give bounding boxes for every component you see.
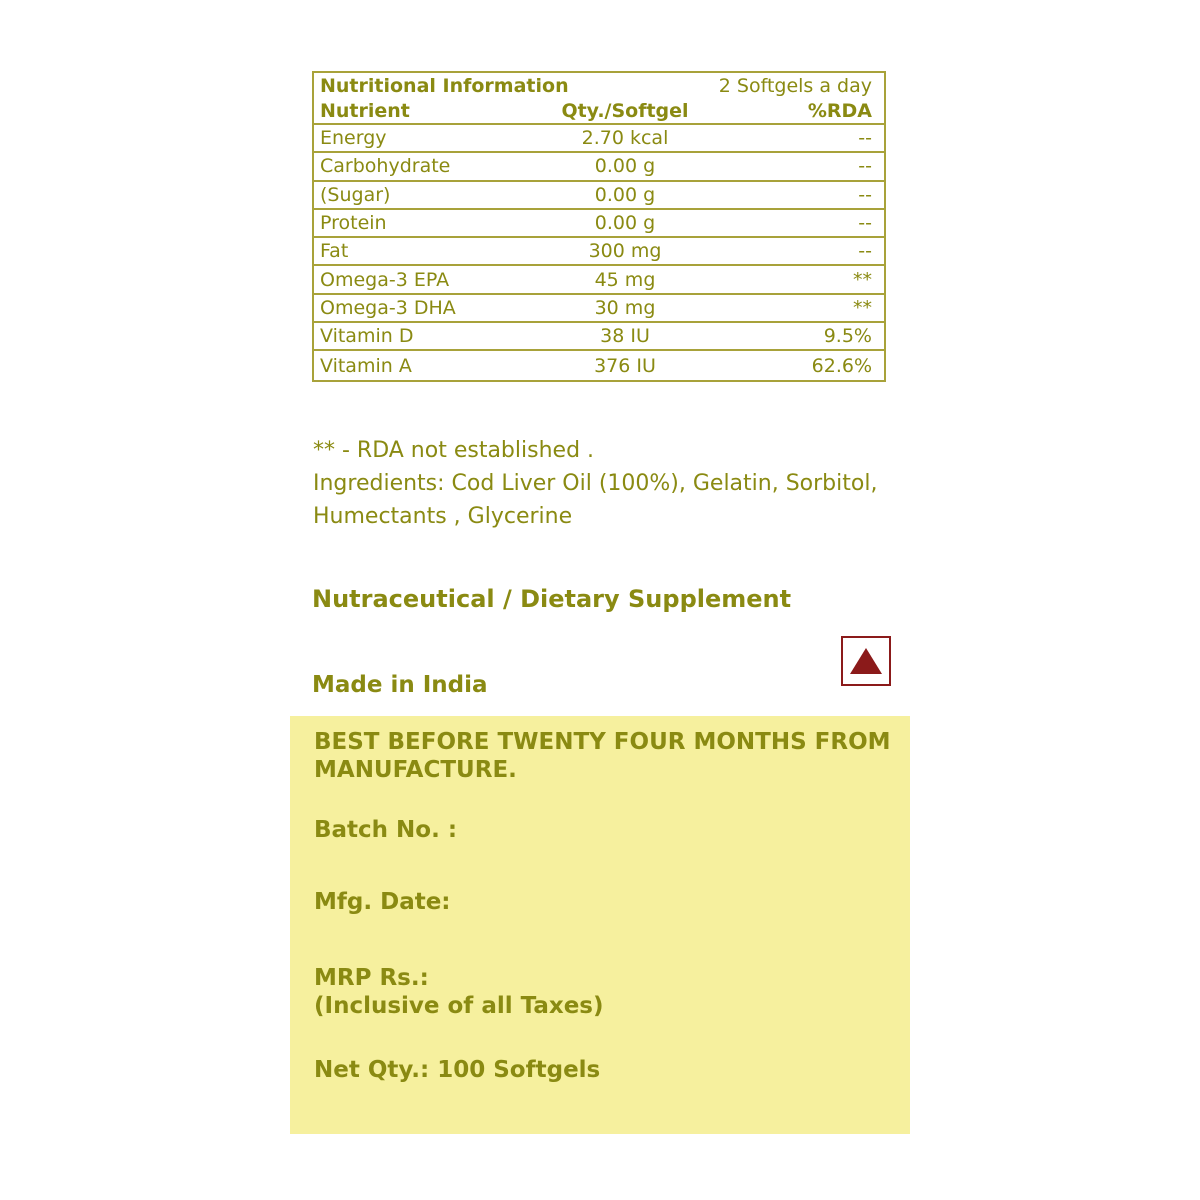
batch-number-label: Batch No. : bbox=[314, 817, 458, 843]
table-row bbox=[314, 295, 884, 323]
mrp-line-2: (Inclusive of all Taxes) bbox=[314, 993, 604, 1019]
nutrient-qty: 0.00 g bbox=[594, 155, 656, 178]
supplement-label: Nutraceutical / Dietary Supplement bbox=[312, 585, 792, 613]
nutrient-qty: 30 mg bbox=[594, 296, 656, 319]
nutrient-rda: -- bbox=[858, 212, 872, 235]
rda-note: ** - RDA not established . bbox=[313, 438, 595, 463]
nutrition-title: Nutritional Information bbox=[320, 75, 569, 97]
batch-info-panel bbox=[290, 716, 910, 1134]
nutrient-name: Carbohydrate bbox=[320, 155, 451, 178]
nutrient-name: Fat bbox=[320, 240, 349, 263]
serving-size: 2 Softgels a day bbox=[718, 75, 872, 97]
nutrient-qty: 38 IU bbox=[600, 325, 650, 348]
nutrient-qty: 0.00 g bbox=[594, 212, 656, 235]
nutrient-qty: 376 IU bbox=[594, 354, 656, 377]
nutrient-qty: 45 mg bbox=[594, 268, 656, 291]
nutrient-rda: 9.5% bbox=[823, 325, 872, 348]
nutrient-name: Protein bbox=[320, 212, 387, 235]
nutrient-rda: ** bbox=[853, 296, 872, 319]
table-row bbox=[314, 153, 884, 181]
nutrient-rda: -- bbox=[858, 240, 872, 263]
nutrition-table bbox=[312, 71, 886, 382]
triangle-icon bbox=[849, 646, 883, 676]
nutrient-rda: -- bbox=[858, 155, 872, 178]
table-row bbox=[314, 238, 884, 266]
nutrient-name: Vitamin A bbox=[320, 354, 412, 377]
nutrient-rda: -- bbox=[858, 183, 872, 206]
header-rda: %RDA bbox=[807, 100, 872, 122]
nutrient-name: Omega-3 EPA bbox=[320, 268, 450, 291]
mfg-date-label: Mfg. Date: bbox=[314, 889, 451, 915]
ingredients-line-1: Ingredients: Cod Liver Oil (100%), Gelatin, Sorbitol, bbox=[313, 471, 878, 496]
nutrient-qty: 300 mg bbox=[588, 240, 662, 263]
table-row bbox=[314, 351, 884, 379]
header-qty: Qty./Softgel bbox=[561, 100, 689, 122]
table-row bbox=[314, 182, 884, 210]
nutrition-title-row bbox=[314, 73, 884, 99]
nutrient-name: Omega-3 DHA bbox=[320, 296, 456, 319]
net-quantity: Net Qty.: 100 Softgels bbox=[314, 1057, 601, 1083]
notes-block bbox=[313, 434, 913, 533]
ingredients-line-2: Humectants , Glycerine bbox=[313, 504, 573, 529]
nutrient-rda: -- bbox=[858, 127, 872, 150]
non-veg-mark-icon bbox=[841, 636, 891, 686]
best-before-line-1: BEST BEFORE TWENTY FOUR MONTHS FROM bbox=[314, 729, 891, 755]
made-in-label: Made in India bbox=[312, 672, 488, 698]
mrp-label bbox=[314, 964, 604, 1020]
nutrition-header-row bbox=[314, 99, 884, 125]
nutrient-name: (Sugar) bbox=[320, 183, 391, 206]
nutrient-qty: 0.00 g bbox=[594, 183, 656, 206]
table-row bbox=[314, 125, 884, 153]
best-before-text bbox=[314, 728, 894, 784]
best-before-line-2: MANUFACTURE. bbox=[314, 757, 517, 783]
table-row bbox=[314, 210, 884, 238]
header-nutrient: Nutrient bbox=[320, 100, 410, 122]
nutrient-rda: 62.6% bbox=[811, 354, 872, 377]
nutrient-rda: ** bbox=[853, 268, 872, 291]
table-row bbox=[314, 266, 884, 294]
table-row bbox=[314, 323, 884, 351]
mrp-line-1: MRP Rs.: bbox=[314, 965, 429, 991]
nutrient-name: Vitamin D bbox=[320, 325, 414, 348]
nutrient-qty: 2.70 kcal bbox=[581, 127, 669, 150]
nutrient-name: Energy bbox=[320, 127, 387, 150]
